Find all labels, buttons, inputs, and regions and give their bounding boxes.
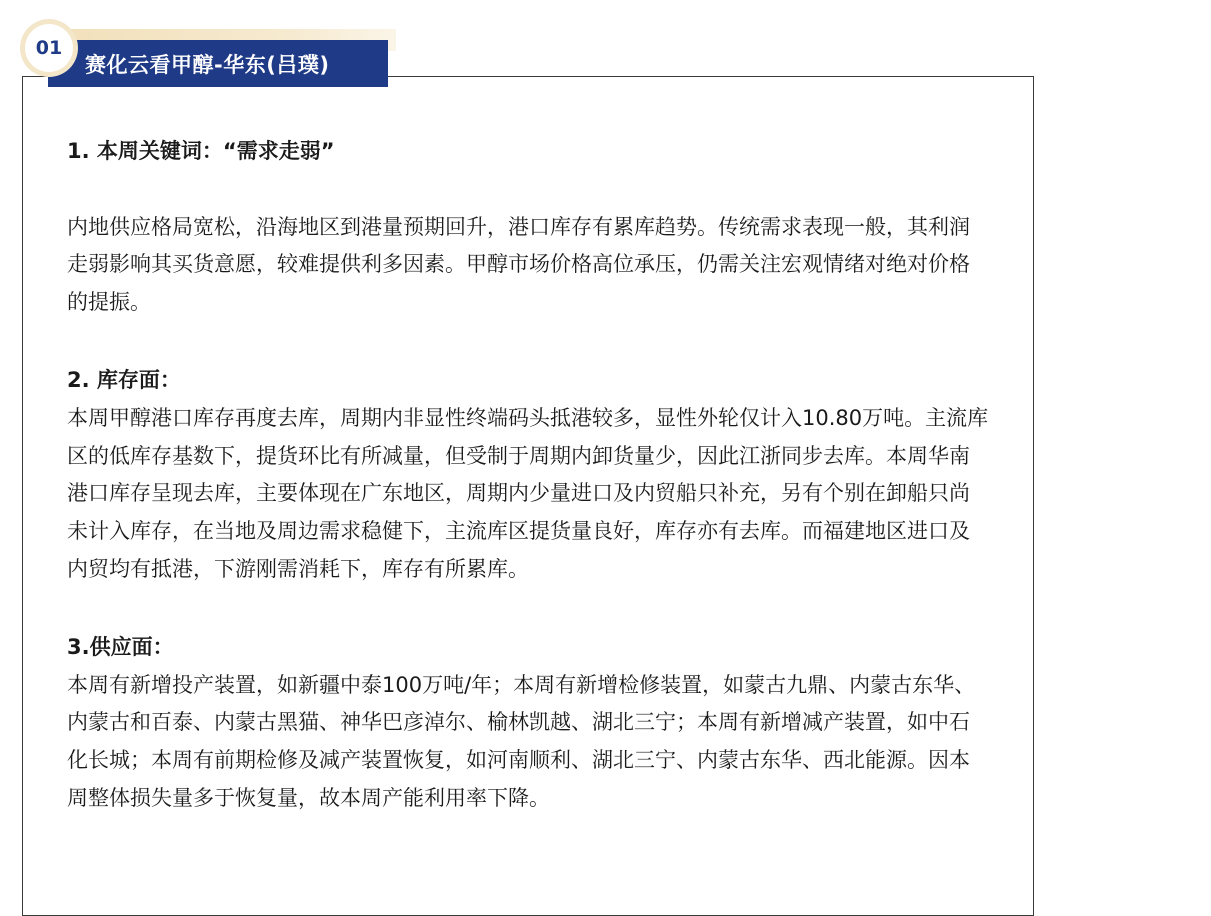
section-number: 01	[25, 24, 73, 72]
section-title-bar	[48, 40, 388, 87]
spacer	[67, 322, 989, 362]
section-3-heading: 3.供应面：	[67, 634, 174, 659]
section-number-badge	[20, 19, 78, 77]
spacer	[67, 589, 989, 629]
section-2-heading: 2. 库存面：	[67, 367, 181, 392]
section-1-heading: 1. 本周关键词：“需求走弱”	[67, 139, 335, 163]
section-1-paragraph: 内地供应格局宽松，沿海地区到港量预期回升，港口库存有累库趋势。传统需求表现一般，其利润走弱影响其买货意愿，较难提供利多因素。甲醇市场价格高位承压，仍需关注宏观情绪对绝对价格的提振。	[67, 214, 970, 315]
article-body	[67, 133, 989, 818]
section-2-paragraph: 本周甲醇港口库存再度去库，周期内非显性终端码头抵港较多，显性外轮仅计入10.80万吨。主流库区的低库存基数下，提货环比有所减量，但受制于周期内卸货量少，因此江浙同步去库。本周华南港口库存呈现去库，主要体现在广东地区，周期内少量进口及内贸船只补充，另有个别在卸船只尚未计入库存，在当地及周边需求稳健下，主流库区提货量良好，库存亦有去库。而福建地区进口及内贸均有抵港，下游刚需消耗下，库存有所累库。	[67, 405, 989, 581]
spacer	[67, 171, 989, 209]
section-title: 赛化云看甲醇-华东(吕璞)	[85, 52, 330, 77]
section-3-paragraph: 本周有新增投产装置，如新疆中泰100万吨/年；本周有新增检修装置，如蒙古九鼎、内蒙古东华、内蒙古和百泰、内蒙古黑猫、神华巴彦淖尔、榆林凯越、湖北三宁；本周有新增减产装置，如中石化长城；本周有前期检修及减产装置恢复，如河南顺利、湖北三宁、内蒙古东华、西北能源。因本周整体损失量多于恢复量，故本周产能利用率下降。	[67, 672, 976, 810]
